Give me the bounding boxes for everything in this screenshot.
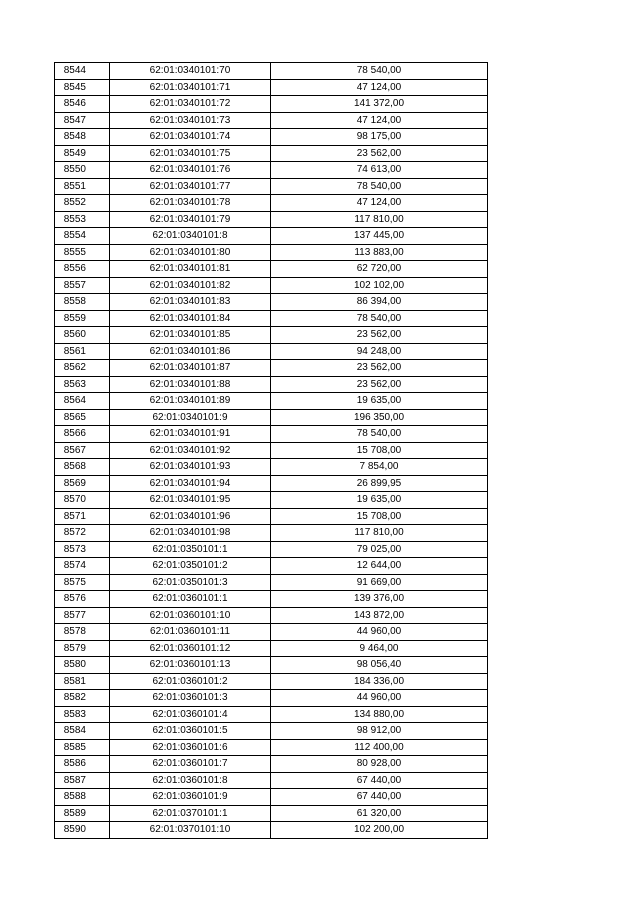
table-row: [55, 244, 488, 261]
row-number-cell: 8558: [55, 294, 110, 311]
cadastral-value-cell: 78 540,00: [271, 310, 488, 327]
cadastral-value-cell: 113 883,00: [271, 244, 488, 261]
cadastral-value-cell: 184 336,00: [271, 673, 488, 690]
cadastral-value-cell: 78 540,00: [271, 426, 488, 443]
table-row: [55, 277, 488, 294]
row-number-cell: 8555: [55, 244, 110, 261]
cadastral-value-cell: 196 350,00: [271, 409, 488, 426]
table-row: [55, 673, 488, 690]
cadastral-number-cell: 62:01:0340101:96: [110, 508, 271, 525]
cadastral-value-cell: 47 124,00: [271, 112, 488, 129]
table-row: [55, 360, 488, 377]
row-number-cell: 8545: [55, 79, 110, 96]
table-row: [55, 822, 488, 839]
row-number-cell: 8580: [55, 657, 110, 674]
row-number-cell: 8568: [55, 459, 110, 476]
cadastral-number-cell: 62:01:0360101:7: [110, 756, 271, 773]
row-number-cell: 8565: [55, 409, 110, 426]
row-number-cell: 8576: [55, 591, 110, 608]
row-number-cell: 8585: [55, 739, 110, 756]
cadastral-value-cell: 143 872,00: [271, 607, 488, 624]
cadastral-number-cell: 62:01:0340101:98: [110, 525, 271, 542]
cadastral-number-cell: 62:01:0350101:2: [110, 558, 271, 575]
row-number-cell: 8556: [55, 261, 110, 278]
cadastral-number-cell: 62:01:0340101:89: [110, 393, 271, 410]
row-number-cell: 8574: [55, 558, 110, 575]
table-row: [55, 706, 488, 723]
row-number-cell: 8546: [55, 96, 110, 113]
cadastral-number-cell: 62:01:0340101:74: [110, 129, 271, 146]
cadastral-number-cell: 62:01:0340101:75: [110, 145, 271, 162]
cadastral-number-cell: 62:01:0340101:91: [110, 426, 271, 443]
cadastral-value-cell: 15 708,00: [271, 508, 488, 525]
table-row: [55, 261, 488, 278]
row-number-cell: 8559: [55, 310, 110, 327]
cadastral-number-cell: 62:01:0340101:80: [110, 244, 271, 261]
cadastral-value-cell: 102 200,00: [271, 822, 488, 839]
cadastral-value-cell: 23 562,00: [271, 376, 488, 393]
row-number-cell: 8550: [55, 162, 110, 179]
cadastral-value-cell: 23 562,00: [271, 327, 488, 344]
cadastral-number-cell: 62:01:0340101:87: [110, 360, 271, 377]
table-row: [55, 409, 488, 426]
row-number-cell: 8552: [55, 195, 110, 212]
cadastral-number-cell: 62:01:0370101:1: [110, 805, 271, 822]
row-number-cell: 8561: [55, 343, 110, 360]
table-row: [55, 789, 488, 806]
cadastral-number-cell: 62:01:0340101:71: [110, 79, 271, 96]
cadastral-number-cell: 62:01:0340101:73: [110, 112, 271, 129]
row-number-cell: 8567: [55, 442, 110, 459]
table-row: [55, 492, 488, 509]
cadastral-value-cell: 23 562,00: [271, 145, 488, 162]
row-number-cell: 8590: [55, 822, 110, 839]
cadastral-number-cell: 62:01:0340101:77: [110, 178, 271, 195]
cadastral-value-cell: 98 175,00: [271, 129, 488, 146]
cadastral-number-cell: 62:01:0340101:82: [110, 277, 271, 294]
table-row: [55, 145, 488, 162]
cadastral-value-cell: 98 912,00: [271, 723, 488, 740]
row-number-cell: 8551: [55, 178, 110, 195]
table-row: [55, 442, 488, 459]
cadastral-number-cell: 62:01:0340101:93: [110, 459, 271, 476]
table-row: [55, 558, 488, 575]
row-number-cell: 8562: [55, 360, 110, 377]
cadastral-value-cell: 141 372,00: [271, 96, 488, 113]
table-row: [55, 178, 488, 195]
cadastral-number-cell: 62:01:0340101:86: [110, 343, 271, 360]
table-row: [55, 772, 488, 789]
cadastral-value-cell: 117 810,00: [271, 525, 488, 542]
cadastral-number-cell: 62:01:0340101:76: [110, 162, 271, 179]
table-row: [55, 739, 488, 756]
cadastral-value-cell: 44 960,00: [271, 624, 488, 641]
table-row: [55, 541, 488, 558]
row-number-cell: 8560: [55, 327, 110, 344]
row-number-cell: 8583: [55, 706, 110, 723]
table-row: [55, 211, 488, 228]
cadastral-value-cell: 47 124,00: [271, 195, 488, 212]
row-number-cell: 8577: [55, 607, 110, 624]
row-number-cell: 8554: [55, 228, 110, 245]
row-number-cell: 8588: [55, 789, 110, 806]
cadastral-value-cell: 47 124,00: [271, 79, 488, 96]
table-row: [55, 162, 488, 179]
cadastral-number-cell: 62:01:0340101:79: [110, 211, 271, 228]
cadastral-number-cell: 62:01:0340101:72: [110, 96, 271, 113]
cadastral-number-cell: 62:01:0340101:70: [110, 63, 271, 80]
row-number-cell: 8573: [55, 541, 110, 558]
row-number-cell: 8589: [55, 805, 110, 822]
cadastral-number-cell: 62:01:0340101:9: [110, 409, 271, 426]
cadastral-number-cell: 62:01:0360101:10: [110, 607, 271, 624]
table-row: [55, 310, 488, 327]
row-number-cell: 8584: [55, 723, 110, 740]
table-row: [55, 426, 488, 443]
row-number-cell: 8563: [55, 376, 110, 393]
row-number-cell: 8566: [55, 426, 110, 443]
row-number-cell: 8564: [55, 393, 110, 410]
cadastral-number-cell: 62:01:0350101:3: [110, 574, 271, 591]
cadastral-number-cell: 62:01:0340101:85: [110, 327, 271, 344]
cadastral-number-cell: 62:01:0340101:92: [110, 442, 271, 459]
table-row: [55, 723, 488, 740]
cadastral-number-cell: 62:01:0340101:81: [110, 261, 271, 278]
cadastral-value-cell: 61 320,00: [271, 805, 488, 822]
table-row: [55, 805, 488, 822]
cadastral-value-cell: 9 464,00: [271, 640, 488, 657]
cadastral-number-cell: 62:01:0360101:4: [110, 706, 271, 723]
cadastral-number-cell: 62:01:0350101:1: [110, 541, 271, 558]
row-number-cell: 8572: [55, 525, 110, 542]
cadastral-value-cell: 19 635,00: [271, 492, 488, 509]
cadastral-number-cell: 62:01:0340101:94: [110, 475, 271, 492]
cadastral-number-cell: 62:01:0360101:5: [110, 723, 271, 740]
cadastral-number-cell: 62:01:0340101:78: [110, 195, 271, 212]
cadastral-number-cell: 62:01:0360101:12: [110, 640, 271, 657]
table-row: [55, 607, 488, 624]
cadastral-value-cell: 26 899,95: [271, 475, 488, 492]
table-row: [55, 393, 488, 410]
table-row: [55, 63, 488, 80]
table-row: [55, 640, 488, 657]
cadastral-value-cell: 15 708,00: [271, 442, 488, 459]
cadastral-value-cell: 12 644,00: [271, 558, 488, 575]
row-number-cell: 8547: [55, 112, 110, 129]
cadastral-value-cell: 79 025,00: [271, 541, 488, 558]
row-number-cell: 8578: [55, 624, 110, 641]
cadastral-value-cell: 86 394,00: [271, 294, 488, 311]
cadastral-value-cell: 91 669,00: [271, 574, 488, 591]
row-number-cell: 8553: [55, 211, 110, 228]
cadastral-value-cell: 98 056,40: [271, 657, 488, 674]
cadastral-value-cell: 78 540,00: [271, 178, 488, 195]
cadastral-number-cell: 62:01:0340101:84: [110, 310, 271, 327]
row-number-cell: 8587: [55, 772, 110, 789]
table-row: [55, 690, 488, 707]
cadastral-number-cell: 62:01:0360101:13: [110, 657, 271, 674]
table-row: [55, 327, 488, 344]
cadastral-number-cell: 62:01:0360101:3: [110, 690, 271, 707]
row-number-cell: 8557: [55, 277, 110, 294]
table-row: [55, 376, 488, 393]
cadastral-number-cell: 62:01:0360101:1: [110, 591, 271, 608]
cadastral-number-cell: 62:01:0340101:83: [110, 294, 271, 311]
cadastral-value-cell: 134 880,00: [271, 706, 488, 723]
table-row: [55, 475, 488, 492]
cadastral-value-cell: 44 960,00: [271, 690, 488, 707]
table-row: [55, 112, 488, 129]
row-number-cell: 8548: [55, 129, 110, 146]
cadastral-number-cell: 62:01:0360101:8: [110, 772, 271, 789]
table-row: [55, 459, 488, 476]
cadastral-value-cell: 74 613,00: [271, 162, 488, 179]
table-row: [55, 591, 488, 608]
cadastral-value-cell: 117 810,00: [271, 211, 488, 228]
cadastral-value-cell: 67 440,00: [271, 772, 488, 789]
cadastral-value-cell: 112 400,00: [271, 739, 488, 756]
table-row: [55, 195, 488, 212]
row-number-cell: 8579: [55, 640, 110, 657]
table-row: [55, 525, 488, 542]
row-number-cell: 8569: [55, 475, 110, 492]
row-number-cell: 8544: [55, 63, 110, 80]
cadastral-number-cell: 62:01:0360101:9: [110, 789, 271, 806]
row-number-cell: 8581: [55, 673, 110, 690]
table-row: [55, 96, 488, 113]
cadastral-value-cell: 80 928,00: [271, 756, 488, 773]
cadastral-value-cell: 78 540,00: [271, 63, 488, 80]
cadastral-value-cell: 139 376,00: [271, 591, 488, 608]
cadastral-number-cell: 62:01:0340101:8: [110, 228, 271, 245]
table-row: [55, 79, 488, 96]
row-number-cell: 8575: [55, 574, 110, 591]
row-number-cell: 8570: [55, 492, 110, 509]
row-number-cell: 8571: [55, 508, 110, 525]
cadastral-value-table: [54, 62, 488, 839]
cadastral-value-cell: 67 440,00: [271, 789, 488, 806]
row-number-cell: 8549: [55, 145, 110, 162]
cadastral-number-cell: 62:01:0360101:2: [110, 673, 271, 690]
cadastral-value-cell: 102 102,00: [271, 277, 488, 294]
cadastral-value-cell: 94 248,00: [271, 343, 488, 360]
cadastral-value-cell: 137 445,00: [271, 228, 488, 245]
table-row: [55, 129, 488, 146]
cadastral-value-cell: 19 635,00: [271, 393, 488, 410]
table-row: [55, 294, 488, 311]
cadastral-number-cell: 62:01:0340101:95: [110, 492, 271, 509]
table-row: [55, 228, 488, 245]
row-number-cell: 8586: [55, 756, 110, 773]
table-body: [55, 63, 488, 839]
row-number-cell: 8582: [55, 690, 110, 707]
cadastral-value-cell: 7 854,00: [271, 459, 488, 476]
cadastral-value-cell: 23 562,00: [271, 360, 488, 377]
cadastral-value-cell: 62 720,00: [271, 261, 488, 278]
table-row: [55, 508, 488, 525]
table-row: [55, 574, 488, 591]
cadastral-number-cell: 62:01:0360101:11: [110, 624, 271, 641]
table-row: [55, 657, 488, 674]
table-row: [55, 624, 488, 641]
cadastral-number-cell: 62:01:0370101:10: [110, 822, 271, 839]
cadastral-number-cell: 62:01:0360101:6: [110, 739, 271, 756]
table-row: [55, 343, 488, 360]
cadastral-number-cell: 62:01:0340101:88: [110, 376, 271, 393]
table-row: [55, 756, 488, 773]
